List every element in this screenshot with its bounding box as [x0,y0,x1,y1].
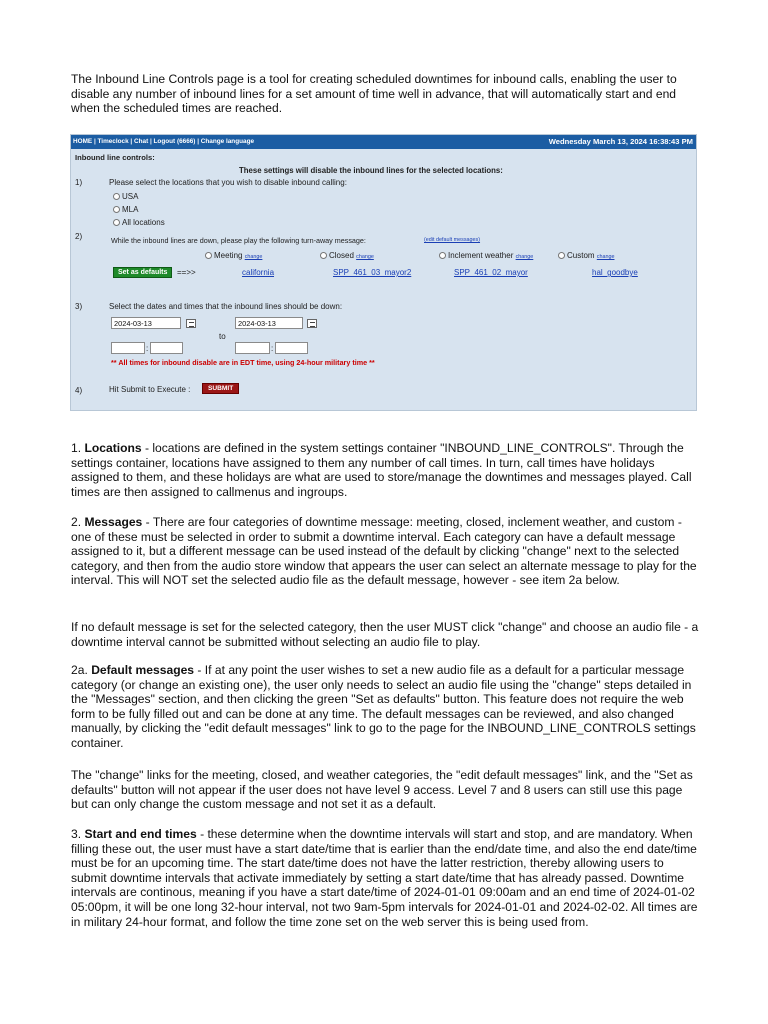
section-messages-title: Messages [84,515,143,529]
edit-default-messages-link[interactable]: (edit default messages) [424,237,481,243]
radio-icon[interactable] [113,193,120,200]
section-locations: 1. Locations - locations are defined in the system settings container "INBOUND_LINE_CONTROLS". Through the settings container, locations have assigned to them any number of call times. In turn, call times have holidays assigned to them, and these holidays are what are used to store/manage the downtimes and messages played. Call times are then assigned to callmenus and ingroups. [71,441,692,499]
end-date-input[interactable]: 2024-03-13 [235,317,303,329]
start-calendar-icon[interactable] [186,319,196,328]
step4-number: 4) [75,386,83,395]
start-date-input[interactable]: 2024-03-13 [111,317,181,329]
step3-instruction: Select the dates and times that the inbound lines should be down: [109,302,343,311]
start-minute-input[interactable] [150,342,183,354]
to-label: to [219,332,226,341]
access-paragraph: The "change" links for the meeting, closed, and weather categories, the "edit default messages" link, and the "Set as defaults" button will not appear if the user does not have level 9 access. Level 7 and 8 users can still use this page but can only change the custom message and not set it as a default. [71,768,693,812]
radio-icon[interactable] [320,252,327,259]
end-minute-input[interactable] [275,342,308,354]
radio-icon[interactable] [439,252,446,259]
radio-icon[interactable] [205,252,212,259]
category-meeting[interactable]: Meeting change [205,251,262,260]
end-hour-input[interactable] [235,342,270,354]
intro-paragraph: The Inbound Line Controls page is a tool for creating scheduled downtimes for inbound calls, enabling the user to disable any number of inbound lines for a set amount of time well in advance, that will automatically start and end when the scheduled times are reached. [71,72,677,116]
step2-instruction: While the inbound lines are down, please play the following turn-away message: [111,236,366,245]
audio-file-custom[interactable]: hal_goodbye [592,268,638,277]
category-inclement-weather[interactable]: Inclement weather change [439,251,533,260]
change-link-custom[interactable]: change [596,254,615,260]
set-as-defaults-button[interactable]: Set as defaults [113,267,172,278]
step2-number: 2) [75,232,83,241]
top-nav-bar [71,135,696,149]
current-datetime: Wednesday March 13, 2024 16:38:43 PM [548,137,693,146]
step4-instruction: Hit Submit to Execute : [109,385,191,394]
no-default-paragraph: If no default message is set for the selected category, then the user MUST click "change" and choose an audio file - a downtime interval cannot be submitted without selecting an audio file to play. [71,620,699,649]
radio-icon[interactable] [113,206,120,213]
section-times-title: Start and end times [84,827,197,841]
change-link-closed[interactable]: change [356,254,374,260]
radio-icon[interactable] [558,252,565,259]
top-nav-links[interactable]: HOME | Timeclock | Chat | Logout (6666) | Change language [73,138,255,145]
change-link-weather[interactable]: change [515,254,534,260]
change-link-meeting[interactable]: change [244,254,263,260]
audio-file-meeting[interactable]: california [242,268,275,277]
end-time-separator: : [271,344,274,353]
section-default-messages-title: Default messages [91,663,195,677]
section-locations-title: Locations [84,441,142,455]
section-times: 3. Start and end times - these determine when the downtime intervals will start and stop, and are mandatory. When filling these out, the user must have a start date/time that is earlier than the end/date time, and also the end date/time must be for an upcoming time. The start date/time does not have the latter restriction, thereby allowing users to submit downtime intervals that activate immediately by setting a start date/time that has already passed. Downtime intervals are continous, meaning if you have a start date/time of 2024-01-01 09:00am and an end time of 2024-01-02 05:00pm, it will be one long 32-hour interval, not two 9am-5pm intervals for 2024-01-01 and 2024-02-02. All times are in military 24-hour format, and follow the time zone set on the web server this is being used from. [71,827,698,929]
step1-instruction: Please select the locations that you wish to disable inbound calling: [109,178,347,187]
location-option-all[interactable]: All locations [113,218,165,227]
category-closed[interactable]: Closed change [320,251,374,260]
step1-number: 1) [75,178,83,187]
location-option-usa[interactable]: USA [113,192,138,201]
audio-file-closed[interactable]: SPP_461_03_mayor2 [333,268,412,277]
step3-number: 3) [75,302,83,311]
section-default-messages: 2a. Default messages - If at any point the user wishes to set a new audio file as a default for a particular message category (or change an existing one), the user only needs to select an audio file using the "change" steps detailed in the "Messages" section, and then clicking the green "Set as defaults" button. This feature does not require the web form to be fully filled out and can be done at any time. The default messages can be reviewed, and also changed manually, by clicking the "edit default messages" link to go to the page for the INBOUND_LINE_CONTROLS settings container. [71,663,696,750]
start-hour-input[interactable] [111,342,145,354]
end-calendar-icon[interactable] [307,319,317,328]
radio-icon[interactable] [113,219,120,226]
submit-button[interactable]: SUBMIT [202,383,239,394]
category-custom[interactable]: Custom change [558,251,614,260]
inbound-line-controls-screenshot [70,134,697,411]
arrow-text: ==>> [177,268,196,277]
start-time-separator: : [146,344,149,353]
audio-file-weather[interactable]: SPP_461_02_mayor [454,268,528,277]
section-messages: 2. Messages - There are four categories of downtime message: meeting, closed, inclement weather, and custom - one of these must be selected in order to submit a downtime interval. Each category can have a default message assigned to it, but a different message can be used instead of the default by clicking "change" next to the selected category, and then from the audio store window that appears the user can select an alternate message to play for the interval. This will NOT set the selected audio file as the default message, however - see item 2a below. [71,515,697,588]
location-option-mla[interactable]: MLA [113,205,138,214]
timezone-note: ** All times for inbound disable are in EDT time, using 24-hour military time ** [111,358,375,367]
panel-heading: These settings will disable the inbound lines for the selected locations: [239,166,503,175]
section-title: Inbound line controls: [75,153,155,162]
